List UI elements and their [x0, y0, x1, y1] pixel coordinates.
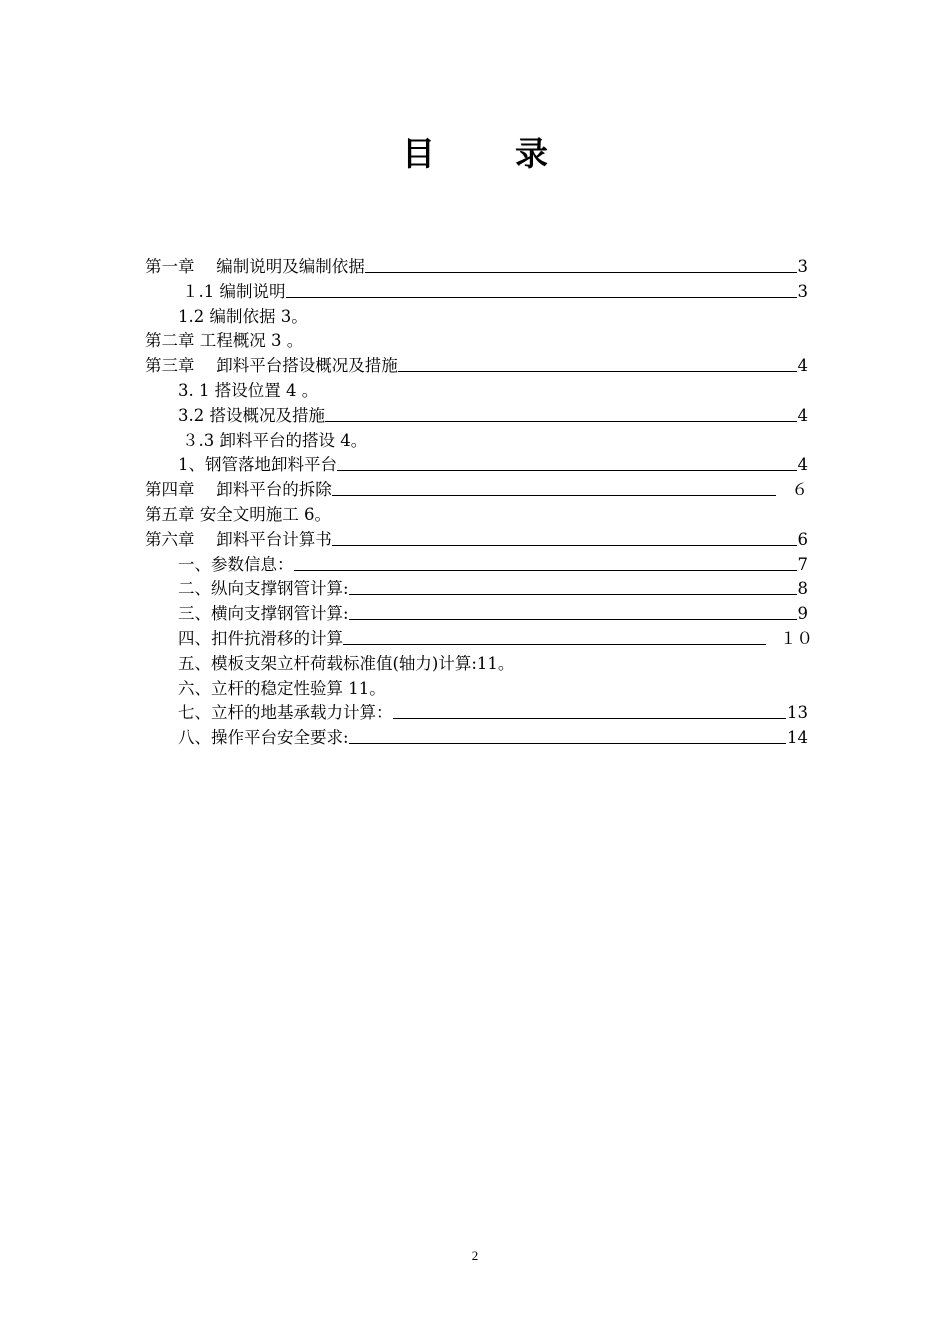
toc-entry[interactable]	[145, 379, 808, 404]
toc-entry-label: 四、扣件抗滑移的计算	[178, 628, 343, 648]
toc-entry[interactable]	[145, 255, 808, 280]
toc-entry-page: 9	[797, 604, 808, 624]
toc-entry-page: 6	[797, 529, 808, 549]
toc-entry[interactable]	[145, 627, 813, 652]
toc-leader-line	[286, 280, 797, 298]
toc-entry-page: 4	[797, 356, 808, 376]
toc-entry[interactable]	[145, 652, 808, 677]
toc-entry-page: 4	[797, 455, 808, 475]
toc-entry[interactable]	[145, 354, 808, 379]
toc-leader-line	[349, 602, 797, 620]
toc-entry-label: 第三章 卸料平台搭设概况及措施	[145, 356, 398, 376]
toc-entry-page: １０	[780, 628, 813, 648]
toc-entry-label: 五、模板支架立杆荷载标准值(轴力)计算:11。	[178, 653, 515, 673]
page-title	[0, 128, 950, 175]
title-char-1: 目	[402, 134, 435, 173]
toc-entry-page: 8	[797, 579, 808, 599]
toc-entry[interactable]	[145, 429, 808, 454]
toc-entry[interactable]	[145, 528, 808, 553]
toc-leader-line	[294, 553, 797, 571]
toc-entry-label: 3. 1 搭设位置 4 。	[178, 380, 319, 400]
toc-entry[interactable]	[145, 577, 808, 602]
toc-entry-label: ３.3 卸料平台的搭设 4。	[182, 430, 368, 450]
toc-leader-line	[343, 627, 766, 645]
toc-leader-line	[349, 726, 786, 744]
toc-entry[interactable]	[145, 726, 808, 751]
toc-entry-label: 第一章 编制说明及编制依据	[145, 257, 365, 276]
table-of-contents	[145, 255, 813, 751]
toc-entry-label: 第四章 卸料平台的拆除	[145, 480, 332, 500]
toc-entry-page: 3	[797, 257, 808, 276]
toc-entry-label: 第五章 安全文明施工 6。	[145, 504, 331, 524]
page-number: 2	[471, 1248, 479, 1263]
toc-leader-line	[332, 528, 797, 546]
toc-entry[interactable]	[145, 553, 808, 578]
toc-entry[interactable]	[145, 280, 808, 305]
toc-leader-line	[325, 404, 797, 422]
toc-entry-label: 1.2 编制依据 3。	[178, 306, 308, 326]
toc-entry[interactable]	[145, 503, 808, 528]
toc-entry-page: 3	[797, 281, 808, 301]
toc-entry-label: 三、横向支撑钢管计算:	[178, 604, 349, 624]
toc-entry[interactable]	[145, 329, 808, 354]
toc-entry[interactable]	[145, 701, 808, 726]
toc-entry[interactable]	[145, 602, 808, 627]
toc-leader-line	[365, 255, 797, 273]
toc-entry-page: 7	[797, 554, 808, 574]
toc-entry[interactable]	[145, 453, 808, 478]
toc-entry[interactable]	[145, 404, 808, 429]
toc-entry-label: 二、纵向支撑钢管计算:	[178, 579, 349, 599]
toc-entry-label: 八、操作平台安全要求:	[178, 728, 349, 748]
toc-leader-line	[398, 354, 797, 372]
toc-leader-line	[393, 701, 787, 719]
toc-entry-page: 4	[797, 405, 808, 425]
toc-entry-label: 第六章 卸料平台计算书	[145, 529, 332, 549]
toc-leader-line	[349, 577, 797, 595]
toc-entry[interactable]	[145, 305, 808, 330]
toc-entry-page: ６	[791, 480, 808, 500]
toc-entry-label: 一、参数信息：	[178, 554, 294, 574]
toc-entry-label: １.1 编制说明	[182, 281, 286, 301]
toc-entry[interactable]	[145, 478, 808, 503]
toc-entry-page: 13	[787, 703, 808, 723]
toc-entry-page: 14	[787, 728, 808, 748]
toc-entry-label: 七、立杆的地基承载力计算：	[178, 703, 393, 723]
toc-entry[interactable]	[145, 677, 808, 702]
toc-leader-line	[337, 453, 797, 471]
title-char-2: 录	[515, 134, 548, 173]
toc-entry-label: 3.2 搭设概况及措施	[178, 405, 325, 425]
toc-entry-label: 六、立杆的稳定性验算 11。	[178, 678, 386, 698]
toc-entry-label: 第二章 工程概况 3 。	[145, 331, 304, 351]
toc-entry-label: 1、钢管落地卸料平台	[178, 455, 337, 475]
toc-leader-line	[332, 478, 776, 496]
